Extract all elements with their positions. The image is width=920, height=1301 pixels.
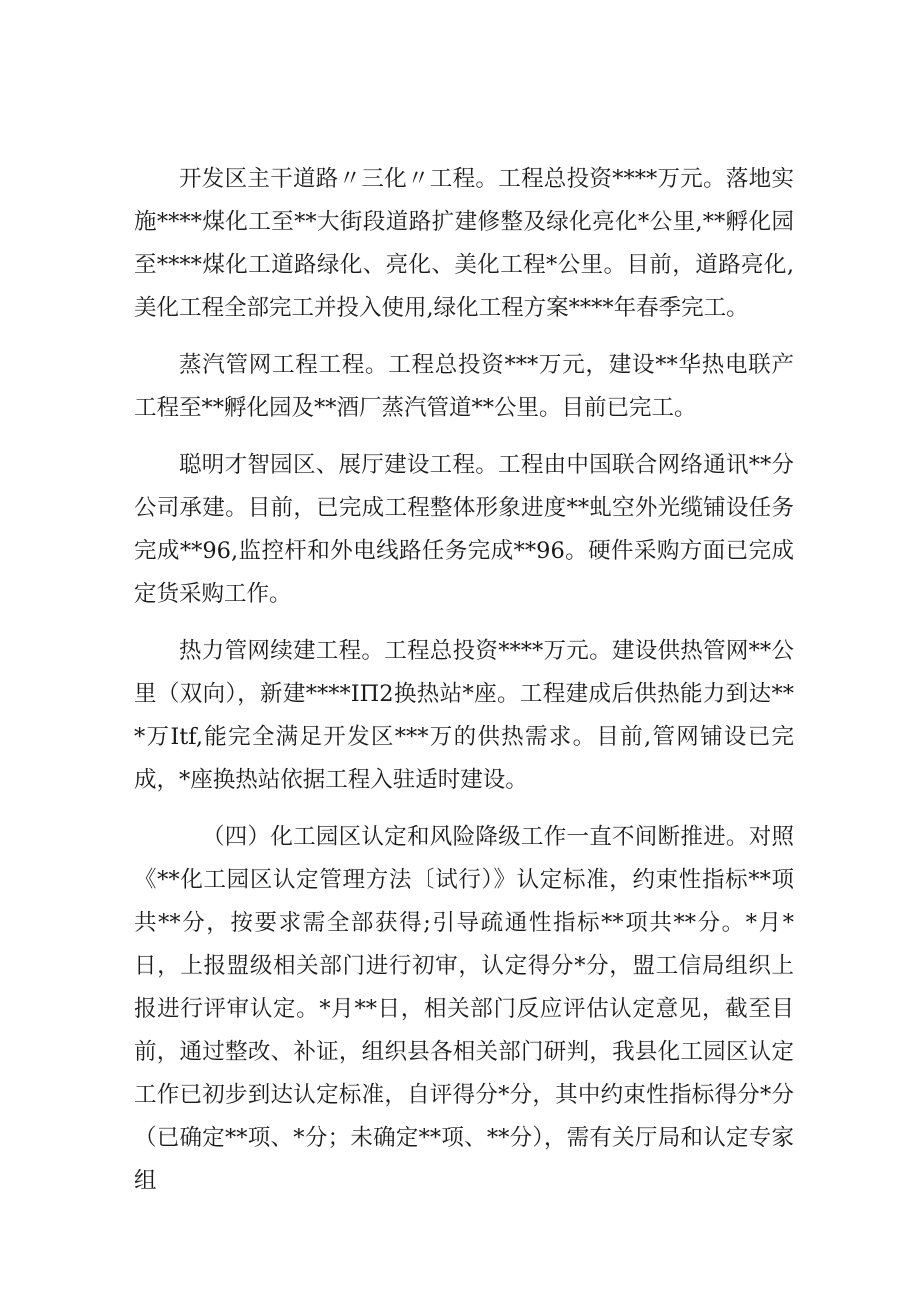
paragraph-chemical-park-certification: （四）化工园区认定和风险降级工作一直不间断推进。对照《**化工园区认定管理方法〔试行）》认定标准，约束性指标**项共**分，按要求需全部获得;引导疏通性指标**项共**分。*月*日，上报盟级相关部门进行初审，认定得分*分，盟工信局组织上报进行评审认定。*月**日，相关部门反应评估认定意见，截至目前，通过整改、补证，组织县各相关部门研判，我县化工园区认定工作已初步到达认定标准，自评得分*分，其中约束性指标得分*分（已确定**项、*分；未确定**项、**分），需有关厅局和认定专家组 xyxy=(134,824,794,1194)
paragraph-heat-pipeline-project: 热力管网续建工程。工程总投资****万元。建设供热管网**公里（双向），新建****IΠ2换热站*座。工程建成后供热能力到达***万Itf,能完全满足开发区***万的供热需求。目前,管网铺设已完成，*座换热站依据工程入驻适时建设。 xyxy=(134,638,794,793)
paragraph-steam-pipeline-project: 蒸汽管网工程工程。工程总投资***万元，建设**华热电联产工程至**孵化园及**酒厂蒸汽管道**公里。目前已完工。 xyxy=(134,352,794,421)
paragraph-smart-park-project: 聪明才智园区、展厅建设工程。工程由中国联合网络通讯**分公司承建。目前，已完成工程整体形象进度**虬空外光缆铺设任务完成**96,监控杆和外电线路任务完成**96。硬件采购方面已完成定货采购工作。 xyxy=(134,452,794,607)
paragraph-main-road-project: 开发区主干道路〃三化〃工程。工程总投资****万元。落地实施****煤化工至**大街段道路扩建修整及绿化亮化*公里,**孵化园至****煤化工道路绿化、亮化、美化工程*公里。目前，道路亮化,美化工程全部完工并投入使用,绿化工程方案****年春季完工。 xyxy=(134,166,794,321)
document-body xyxy=(134,158,794,1203)
